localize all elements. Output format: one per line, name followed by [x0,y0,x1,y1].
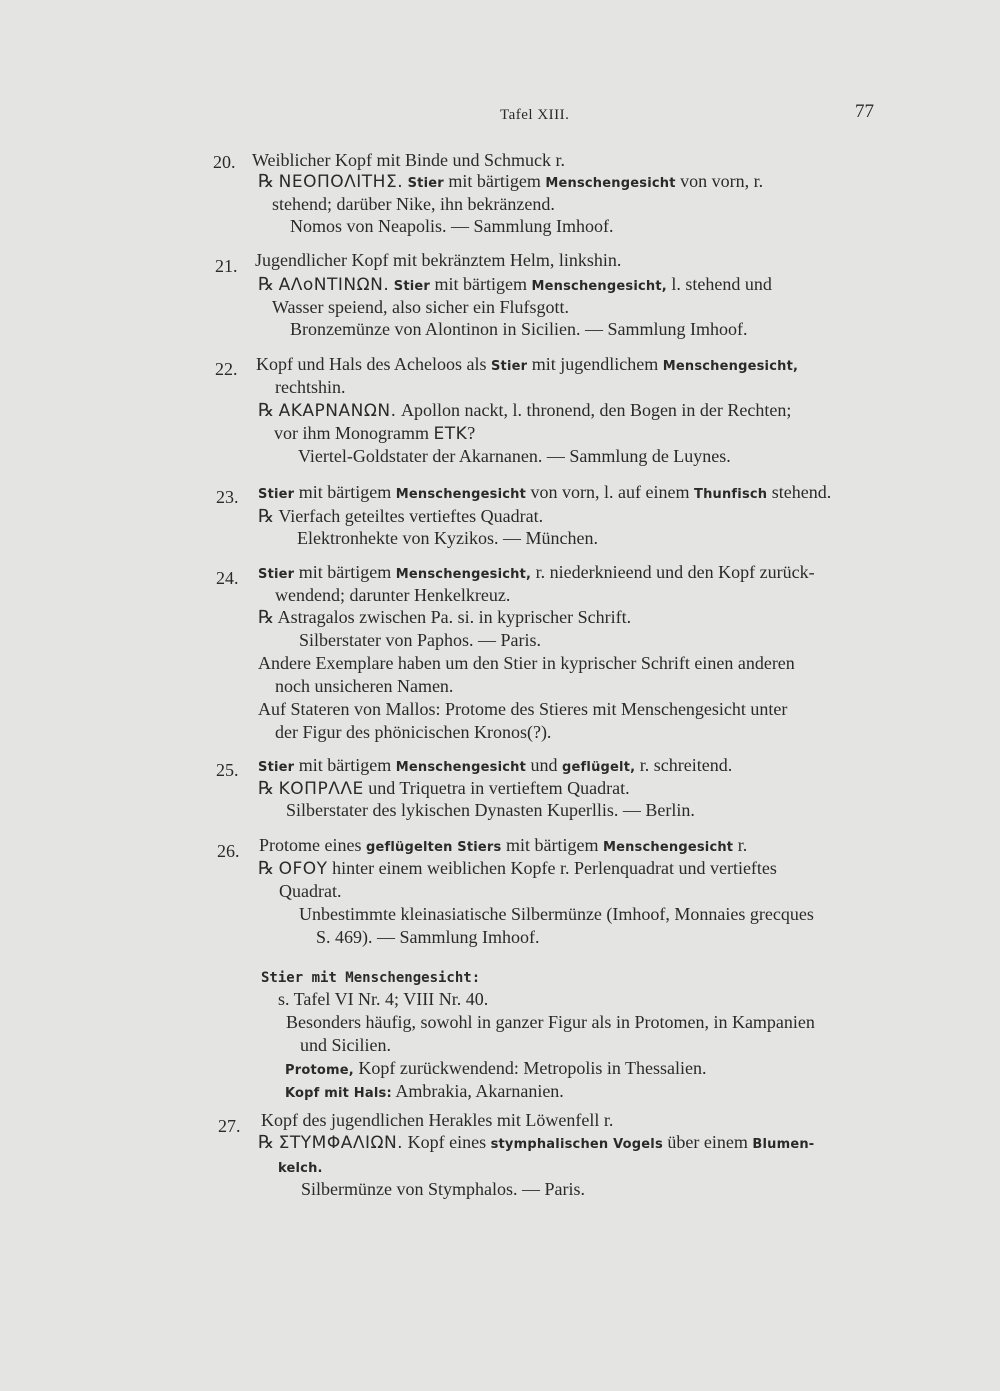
entry-line: wendend; darunter Henkelkreuz. [275,585,511,605]
entry-line: Jugendlicher Kopf mit bekränztem Helm, linkshin. [255,250,622,270]
text-run: l. stehend und [666,274,772,294]
entry-line: S. 469). — Sammlung Imhoof. [316,927,540,947]
text-run: mit bärtigem [443,171,546,191]
text-run: mit bärtigem [501,835,603,855]
coin-legend: ΝΕΟΠΟΛΙΤΗΣ. [278,172,404,192]
entry-line [259,835,747,858]
entry-number: 23. [216,487,239,507]
reverse-sign: ℞ [258,506,275,526]
text-run: Ambrakia, Akarnanien. [391,1081,564,1101]
bold-term: Menschengesicht [545,176,676,191]
page-number: 77 [855,101,874,122]
entry-line: rechtshin. [275,377,346,397]
bold-term: Stier [258,567,295,582]
reverse-sign: ℞ [258,274,275,294]
entry-line [258,400,791,421]
text-run: mit bärtigem [430,274,532,294]
text-run: mit bärtigem [294,482,396,502]
entry-number: 26. [217,841,240,861]
coin-legend: ΣΤΥΜΦΑΛΙΩΝ. [278,1133,404,1153]
text-run: r. schreitend. [635,755,733,775]
text-run: Kopf zurückwendend: Metropolis in Thessalien. [353,1058,707,1078]
bold-term: Blumen- [752,1137,815,1152]
entry-line [258,171,763,194]
note-heading-text: Stier mit Menschengesicht: [261,970,481,986]
text-run: mit bärtigem [294,755,396,775]
entry-line: der Figur des phönicischen Kronos(?). [275,722,552,742]
note-line: s. Tafel VI Nr. 4; VIII Nr. 40. [278,989,489,1009]
entry-line [258,778,630,799]
text-run: und [526,755,563,775]
text-run: stehend. [767,482,832,502]
text-run: r. [733,835,748,855]
entry-number: 24. [216,568,239,588]
text-run: über einem [662,1132,753,1152]
entry-line: Bronzemünze von Alontinon in Sicilien. — Sammlung Imhoof. [290,319,748,339]
entry-line: Silbermünze von Stymphalos. — Paris. [301,1179,585,1199]
entry-line [274,423,475,444]
note-line [285,1081,564,1104]
bold-term: Stier [393,279,431,294]
text-run: von vorn, r. [675,171,764,191]
entry-line: noch unsicheren Namen. [275,676,454,696]
bold-term: Menschengesicht [395,760,527,775]
text-run: Protome eines [259,835,366,855]
text-run: hinter einem weiblichen Kopfe r. Perlenquadrat und vertieftes [327,858,777,878]
text-run: ? [467,423,476,443]
entry-line [258,858,777,879]
entry-line: Silberstater des lykischen Dynasten Kuperllis. — Berlin. [286,800,695,820]
bold-term: Kopf mit Hals: [285,1086,392,1101]
text-run: vor ihm Monogramm [274,423,434,443]
bold-term: stymphalischen Vogels [490,1137,663,1152]
entry-line: Nomos von Neapolis. — Sammlung Imhoof. [290,216,614,236]
text-run: Kopf eines [403,1132,491,1152]
entry-line: Viertel-Goldstater der Akarnanen. — Sammlung de Luynes. [298,446,731,466]
coin-legend: ΑΚΑΡΝΑΝΩΝ. [278,401,397,421]
entry-number: 20. [213,152,236,172]
text-run: Astragalos zwischen Pa. si. in kyprischer Schrift. [274,607,632,627]
entry-line [258,482,831,505]
reverse-sign: ℞ [258,607,275,627]
entry-line [258,274,772,297]
reverse-sign: ℞ [258,778,275,798]
bold-term: Stier [490,359,528,374]
entry-line: Wasser speiend, also sicher ein Flufsgott. [272,297,569,317]
entry-line: stehend; darüber Nike, ihn bekränzend. [272,194,555,214]
entry-line: Elektronhekte von Kyzikos. — München. [297,528,598,548]
bold-term: Stier [407,176,444,191]
entry-line [258,562,815,585]
coin-legend: ΚΟΠΡΛΛΕ [278,779,364,799]
entry-line: Auf Stateren von Mallos: Protome des Stieres mit Menschengesicht unter [258,699,788,719]
entry-line: Silberstater von Paphos. — Paris. [299,630,541,650]
bold-term: Menschengesicht, [531,279,667,294]
entry-line [256,354,798,377]
reverse-sign: ℞ [258,858,275,878]
text-run: r. niederknieend und den Kopf zurück- [531,562,815,582]
reverse-sign: ℞ [258,1132,275,1152]
entry-number: 27. [218,1116,241,1136]
bold-term: Menschengesicht, [395,567,532,582]
note-line: Besonders häufig, sowohl in ganzer Figur als in Protomen, in Kampanien [286,1012,815,1032]
page-header-title: Tafel XIII. [500,107,570,123]
entry-line [258,607,631,627]
entry-line: Quadrat. [279,881,342,901]
entry-number: 21. [215,256,238,276]
coin-legend: ΟFΟΥ [278,859,328,879]
text-run: und Triquetra in vertieftem Quadrat. [363,778,630,798]
entry-number: 22. [215,359,238,379]
bold-term: Menschengesicht [602,840,734,855]
monogram: ΕΤΚ [433,424,468,444]
note-heading [261,966,480,988]
text-run: von vorn, l. auf einem [526,482,694,502]
bold-term: Stier [258,760,295,775]
text-run: mit jugendlichem [527,354,663,374]
entry-line: Weiblicher Kopf mit Binde und Schmuck r. [252,150,565,170]
note-line: und Sicilien. [300,1035,391,1055]
entry-line [278,1156,323,1179]
reverse-sign: ℞ [258,171,275,191]
entry-line: Andere Exemplare haben um den Stier in kyprischer Schrift einen anderen [258,653,795,673]
bold-term: Stier [258,487,295,502]
bold-term: Menschengesicht, [662,359,799,374]
bold-term: Protome, [285,1063,354,1078]
text-run: Vierfach geteiltes vertieftes Quadrat. [274,506,544,526]
text-run: Apollon nackt, l. thronend, den Bogen in der Rechten; [396,400,792,420]
entry-line: Unbestimmte kleinasiatische Silbermünze (Imhoof, Monnaies grecques [299,904,814,924]
entry-line: Kopf des jugendlichen Herakles mit Löwenfell r. [261,1110,614,1130]
bold-term: Thunfisch [694,487,768,502]
bold-term: kelch. [278,1161,323,1176]
text-run: mit bärtigem [294,562,396,582]
coin-legend: ΑΛoΝΤΙΝΩΝ. [278,275,390,295]
bold-term: geflügelt, [562,760,636,775]
bold-term: Menschengesicht [395,487,527,502]
entry-number: 25. [216,760,239,780]
entry-line [258,506,543,526]
text-run: Kopf und Hals des Acheloos als [256,354,491,374]
entry-line [258,1132,814,1155]
bold-term: geflügelten Stiers [365,840,502,855]
reverse-sign: ℞ [258,400,275,420]
note-line [285,1058,707,1081]
entry-line [258,755,732,778]
